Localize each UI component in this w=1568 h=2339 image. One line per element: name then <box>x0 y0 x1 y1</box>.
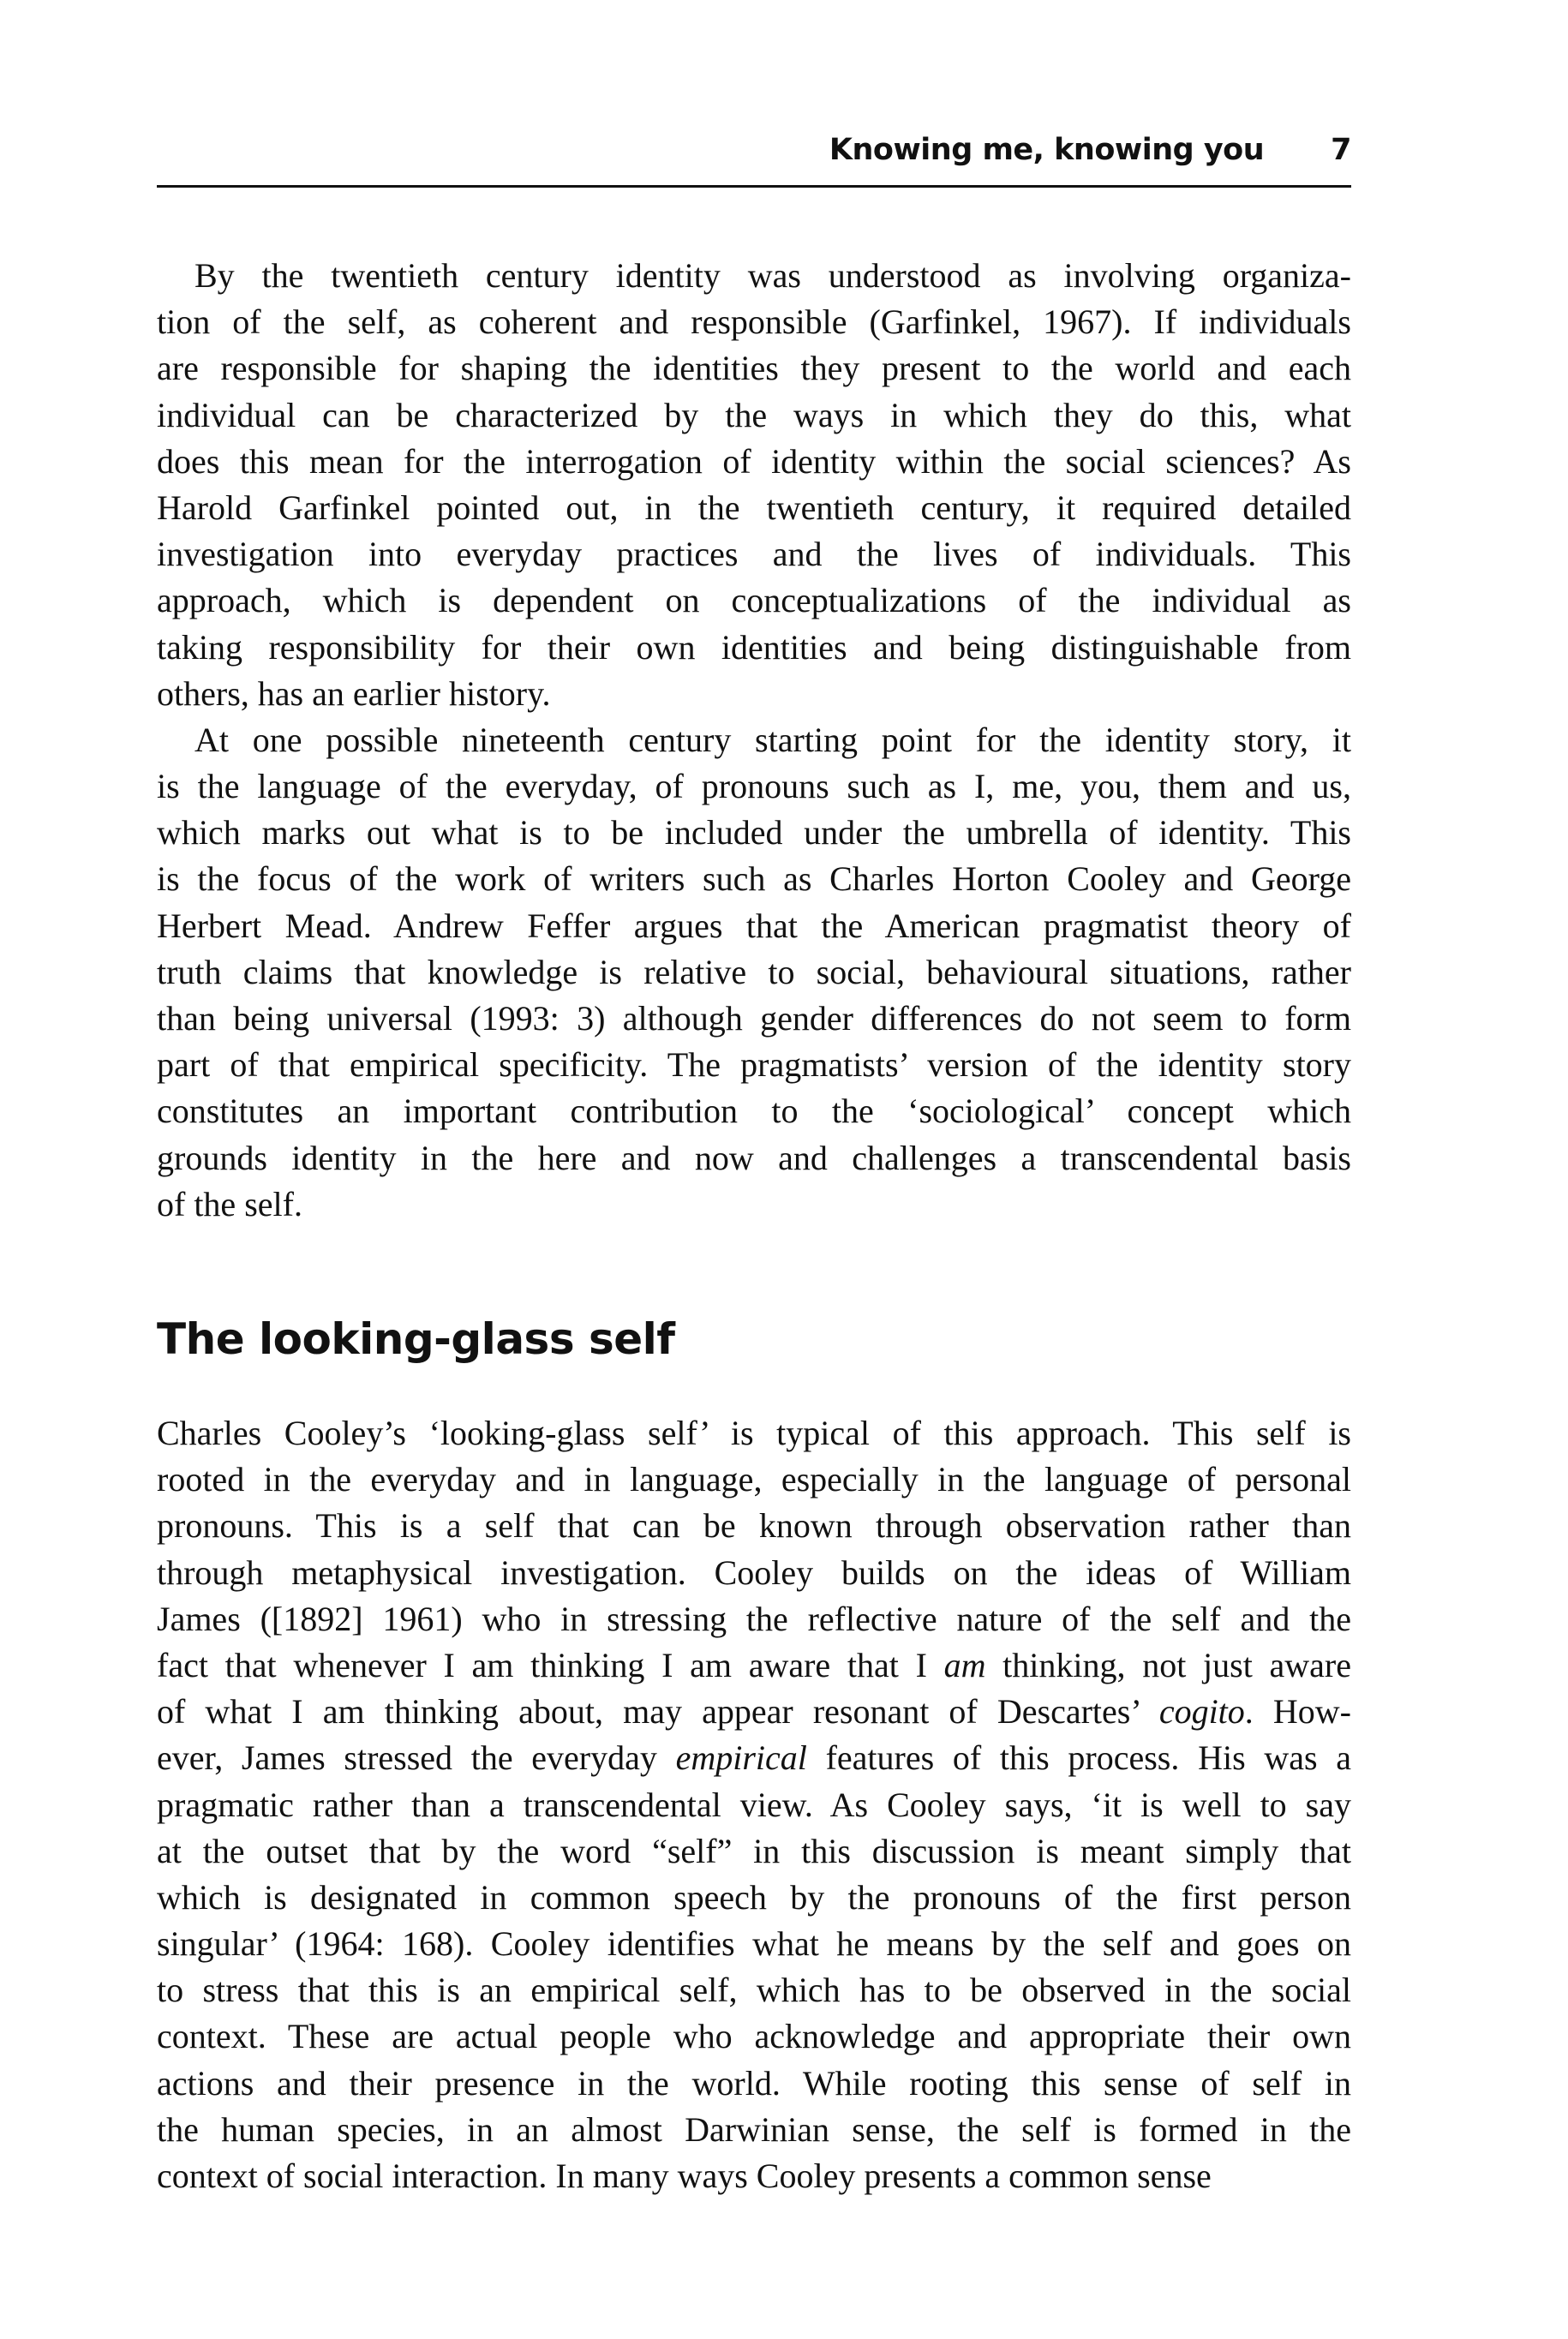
text-run: part of that empirical specificity. The pragmatists’ version of the identity story <box>157 1045 1351 1085</box>
text-run: By the twentieth century identity was understood as involving organiza- <box>195 256 1351 295</box>
text-run: which is designated in common speech by the pronouns of the first person <box>157 1877 1351 1917</box>
text-line <box>157 299 1351 345</box>
text-run: Harold Garfinkel pointed out, in the twentieth century, it required detailed <box>157 488 1351 527</box>
text-run: fact that whenever I am thinking I am aware that I <box>157 1645 944 1684</box>
text-line <box>157 1550 1351 1596</box>
text-line <box>157 856 1351 902</box>
text-line <box>157 1782 1351 1828</box>
text-line <box>157 1967 1351 2013</box>
text-line <box>157 1135 1351 1181</box>
text-line <box>157 1689 1351 1735</box>
text-line <box>157 1042 1351 1088</box>
text-run: tion of the self, as coherent and responsible (Garfinkel, 1967). If individuals <box>157 302 1351 342</box>
text-run: at the outset that by the word “self” in this discussion is meant simply that <box>157 1831 1351 1870</box>
text-line <box>157 1410 1351 1457</box>
text-line <box>157 439 1351 485</box>
paragraph <box>157 717 1351 1228</box>
text-run: context of social interaction. In many ways Cooley presents a common sense <box>157 2157 1212 2195</box>
text-run: singular’ (1964: 168). Cooley identifies what he means by the self and goes on <box>157 1924 1351 1964</box>
text-line <box>157 531 1351 577</box>
text-run: grounds identity in the here and now and challenges a transcendental basis <box>157 1138 1351 1177</box>
text-line <box>157 1596 1351 1642</box>
text-run: features of this process. His was a <box>806 1738 1352 1778</box>
text-run: ever, James stressed the everyday <box>157 1738 676 1778</box>
text-run: others, has an earlier history. <box>157 673 551 713</box>
text-line <box>157 485 1351 531</box>
italic-text: cogito <box>1158 1692 1245 1732</box>
text-run: James ([1892] 1961) who in stressing the reflective nature of the self and the <box>157 1599 1351 1638</box>
text-line <box>157 1503 1351 1549</box>
text-line <box>157 1735 1351 1781</box>
text-run: is the focus of the work of writers such as Charles Horton Cooley and George <box>157 859 1351 899</box>
text-run: pragmatic rather than a transcendental view. As Cooley says, ‘it is well to say <box>157 1785 1351 1824</box>
running-head <box>157 129 1351 171</box>
text-run: truth claims that knowledge is relative to social, behavioural situations, rather <box>157 952 1351 991</box>
text-line <box>157 763 1351 810</box>
text-run: the human species, in an almost Darwinian sense, the self is formed in the <box>157 2109 1351 2149</box>
paragraph <box>157 253 1351 717</box>
intro-text <box>157 253 1351 1228</box>
text-run: actions and their presence in the world. While rooting this sense of self in <box>157 2063 1351 2103</box>
text-line <box>157 2061 1351 2107</box>
text-line <box>157 1828 1351 1875</box>
text-run: of what I am thinking about, may appear resonant of Descartes’ <box>157 1692 1159 1732</box>
text-run: is the language of the everyday, of pronouns such as I, me, you, them and us, <box>157 767 1351 806</box>
text-run: rooted in the everyday and in language, especially in the language of personal <box>157 1460 1351 1499</box>
text-line <box>157 2013 1351 2060</box>
text-line <box>157 717 1351 763</box>
text-run: which marks out what is to be included under the umbrella of identity. This <box>157 813 1351 852</box>
italic-text: am <box>943 1645 986 1684</box>
text-line <box>157 392 1351 439</box>
text-run: are responsible for shaping the identities they present to the world and each <box>157 349 1351 388</box>
text-run: . How- <box>1244 1692 1352 1732</box>
page-number: 7 <box>1331 133 1351 167</box>
text-line <box>157 2153 1351 2199</box>
text-line <box>157 2107 1351 2153</box>
text-run: At one possible nineteenth century starting point for the identity story, it <box>195 720 1351 759</box>
text-line <box>157 1088 1351 1134</box>
section-heading: The looking-glass self <box>157 1314 675 1364</box>
paragraph <box>157 1410 1351 2199</box>
running-head-title: Knowing me, knowing you <box>829 133 1265 167</box>
text-line <box>157 253 1351 299</box>
text-line <box>157 671 1351 717</box>
text-line <box>157 949 1351 996</box>
text-line <box>157 1181 1351 1228</box>
text-run: taking responsibility for their own identities and being distinguishable from <box>157 627 1351 667</box>
text-line <box>157 903 1351 949</box>
text-line <box>157 1457 1351 1503</box>
text-line <box>157 810 1351 856</box>
text-line <box>157 577 1351 624</box>
text-run: of the self. <box>157 1184 302 1223</box>
text-run: investigation into everyday practices and the lives of individuals. This <box>157 535 1351 574</box>
text-run: thinking, not just aware <box>985 1645 1352 1684</box>
text-run: individual can be characterized by the ways in which they do this, what <box>157 395 1351 434</box>
text-line <box>157 1921 1351 1967</box>
text-line <box>157 345 1351 392</box>
text-run: does this mean for the interrogation of identity within the social sciences? As <box>157 441 1351 481</box>
text-run: context. These are actual people who acknowledge and appropriate their own <box>157 2017 1351 2056</box>
text-run: than being universal (1993: 3) although gender differences do not seem to form <box>157 999 1351 1038</box>
text-line <box>157 625 1351 671</box>
text-line <box>157 996 1351 1042</box>
text-line <box>157 1875 1351 1921</box>
text-line <box>157 1642 1351 1689</box>
section-text <box>157 1410 1351 2199</box>
text-run: approach, which is dependent on conceptualizations of the individual as <box>157 581 1351 620</box>
italic-text: empirical <box>675 1738 807 1778</box>
text-run: to stress that this is an empirical self, which has to be observed in the social <box>157 1971 1351 2010</box>
header-rule <box>157 185 1351 188</box>
text-run: pronouns. This is a self that can be known through observation rather than <box>157 1506 1351 1546</box>
text-run: constitutes an important contribution to the ‘sociological’ concept which <box>157 1092 1351 1131</box>
text-run: Charles Cooley’s ‘looking-glass self’ is typical of this approach. This self is <box>157 1414 1351 1452</box>
text-run: Herbert Mead. Andrew Feffer argues that the American pragmatist theory of <box>157 906 1351 945</box>
text-run: through metaphysical investigation. Cooley builds on the ideas of William <box>157 1552 1351 1592</box>
